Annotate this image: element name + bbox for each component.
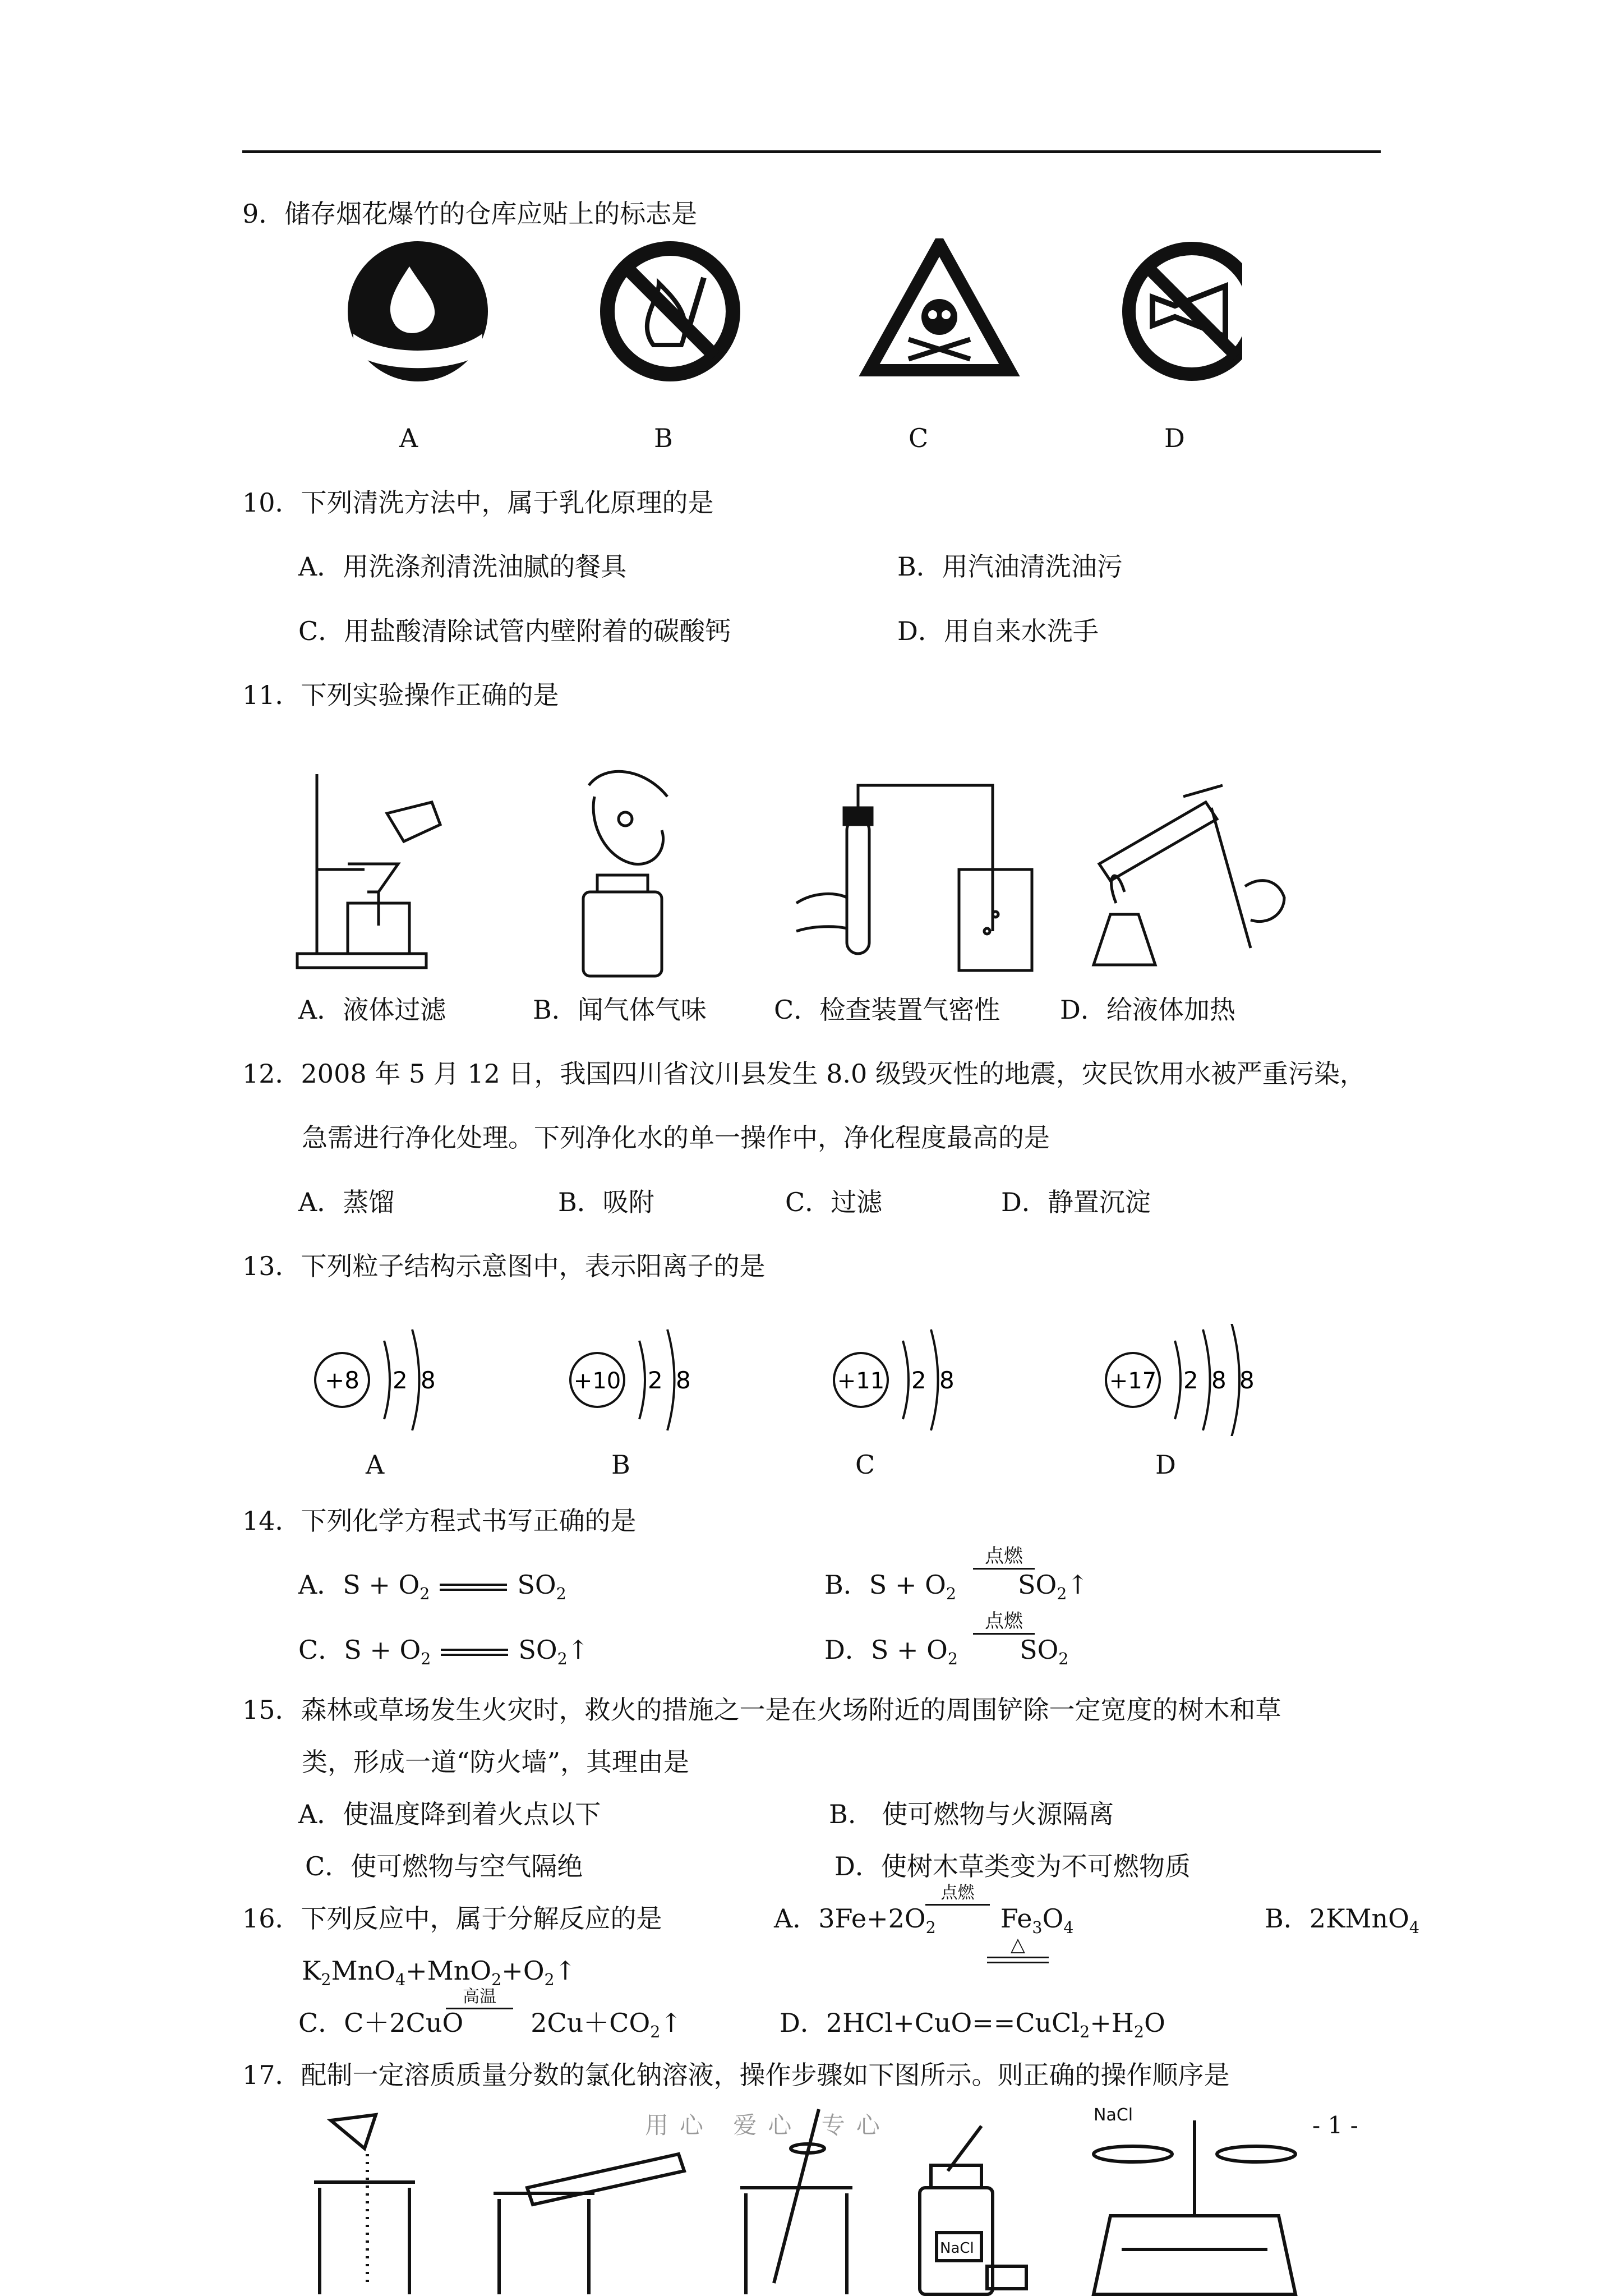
q17-stem: 17．配制一定溶质质量分数的氯化钠溶液，操作步骤如下图所示。则正确的操作顺序是 <box>242 2060 1230 2090</box>
particle-b-nucleus: +10 <box>573 1368 621 1394</box>
q11-stem: 11．下列实验操作正确的是 <box>242 680 559 710</box>
particle-a <box>315 1329 436 1430</box>
q10-option-c: C．用盐酸清除试管内壁附着的碳酸钙 <box>298 616 731 646</box>
toxic-skull-sign-icon <box>869 244 1009 370</box>
q15-stem-line2: 类，形成一道“防火墙”，其理由是 <box>302 1747 690 1777</box>
q12-option-c: C．过滤 <box>785 1187 883 1217</box>
no-horn-sign-icon <box>1129 249 1242 374</box>
particle-a-nucleus: +8 <box>325 1366 359 1394</box>
q11-option-a: A．液体过滤 <box>298 995 446 1025</box>
smelling-gas-illustration <box>583 771 667 976</box>
q9-stem: 9．储存烟花爆竹的仓库应贴上的标志是 <box>242 199 698 229</box>
particle-c <box>834 1329 955 1430</box>
heating-liquid-illustration <box>1094 785 1284 965</box>
q10-option-a: A．用洗涤剂清洗油腻的餐具 <box>298 551 627 582</box>
q11-option-d: D．给液体加热 <box>1060 995 1235 1025</box>
particle-d-shell-1: 2 <box>1183 1366 1198 1394</box>
particle-a-shell-1: 2 <box>393 1366 408 1394</box>
balance-illustration <box>1094 2105 1295 2294</box>
q14-option-b: B．$S + O_2$ $SO_2↑$ <box>824 1570 1089 1603</box>
q9-label-d: D <box>1164 423 1185 453</box>
airtightness-check-illustration <box>796 785 1032 970</box>
nacl-bottle-label: NaCl <box>940 2240 974 2257</box>
particle-d-shell-3: 8 <box>1239 1366 1255 1394</box>
faint-watermark: 用心 爱心 专心 <box>645 2111 891 2139</box>
particle-d <box>1106 1324 1255 1436</box>
q11-option-c: C．检查装置气密性 <box>774 995 1000 1025</box>
q13-label-d: D <box>1155 1450 1176 1480</box>
q16-a-condition: 点燃 <box>925 1885 990 1906</box>
equals-sign <box>440 1584 507 1591</box>
q14-d-condition: 点燃 <box>973 1612 1035 1635</box>
q13-stem: 13．下列粒子结构示意图中，表示阳离子的是 <box>242 1251 766 1281</box>
q16-option-b: B．2KMnO$_4$ <box>1265 1903 1420 1937</box>
q15-option-a: A．使温度降到着火点以下 <box>298 1799 601 1829</box>
particle-d-shell-2: 8 <box>1211 1366 1227 1394</box>
q15-option-b: B. 使可燃物与火源隔离 <box>829 1799 1114 1829</box>
q16-option-c: C．C＋2CuO $2Cu+CO_2↑$ <box>298 2008 682 2041</box>
q12-option-b: B．吸附 <box>558 1187 654 1217</box>
q9-label-a: A <box>399 423 418 453</box>
q10-option-b: B．用汽油清洗油污 <box>897 551 1123 582</box>
q14-option-c: C．$S + O_2$ $SO_2↑$ <box>298 1635 589 1668</box>
q16-stem: 16．下列反应中，属于分解反应的是 <box>242 1903 662 1934</box>
particle-d-nucleus: +17 <box>1109 1368 1157 1394</box>
q15-stem-line1: 15．森林或草场发生火灾时，救火的措施之一是在火场附近的周围铲除一定宽度的树木和草 <box>242 1695 1281 1725</box>
q15-option-c: C．使可燃物与空气隔绝 <box>305 1851 583 1881</box>
q14-b-condition: 点燃 <box>973 1547 1035 1570</box>
particle-b-shell-1: 2 <box>648 1366 663 1394</box>
q14-option-a: A．$S + O_2$ $SO_2$ <box>298 1570 566 1603</box>
filtration-illustration <box>297 774 440 968</box>
header-rule <box>242 150 1381 153</box>
q9-label-b: B <box>654 423 673 453</box>
particle-b-shell-2: 8 <box>676 1366 691 1394</box>
q11-apparatus-figure <box>292 763 1312 982</box>
q9-signs-figure <box>345 238 1242 390</box>
q12-option-d: D．静置沉淀 <box>1001 1187 1151 1217</box>
q16-b-condition: △ <box>987 1935 1049 1963</box>
q10-stem: 10．下列清洗方法中，属于乳化原理的是 <box>242 487 714 518</box>
q16-option-b-products: $K_2MnO_4+MnO_2+O_2↑$ <box>302 1955 577 1989</box>
particle-c-shell-2: 8 <box>939 1366 955 1394</box>
particle-b <box>570 1329 691 1430</box>
no-fire-sign-icon <box>607 249 733 374</box>
q11-option-b: B．闻气体气味 <box>533 995 707 1025</box>
q13-label-a: A <box>366 1450 385 1480</box>
particle-c-shell-1: 2 <box>911 1366 926 1394</box>
q16-c-condition: 高温 <box>446 1989 513 2009</box>
q12-stem-line1: 12．2008 年 5 月 12 日，我国四川省汶川县发生 8.0 级毁灭性的地震，灾民饮用水被严重污染， <box>242 1059 1366 1089</box>
water-drop-sign-icon <box>348 241 488 381</box>
q16-option-a: A．$3Fe+2O_2$ $Fe_3O_4$ <box>774 1903 1074 1937</box>
q10-option-d: D．用自来水洗手 <box>897 616 1099 646</box>
q14-option-d: D．$S + O_2$ $SO_2$ <box>824 1635 1069 1668</box>
pouring-liquid-illustration <box>494 2154 684 2294</box>
particle-a-shell-2: 8 <box>421 1366 436 1394</box>
particle-c-nucleus: +11 <box>837 1368 885 1394</box>
q13-label-c: C <box>855 1450 875 1480</box>
q12-option-a: A．蒸馏 <box>298 1187 395 1217</box>
q14-stem: 14．下列化学方程式书写正确的是 <box>242 1506 637 1536</box>
q16-option-d: D．$2HCl+CuO==CuCl_2+H_2O$ <box>780 2008 1165 2041</box>
q13-particles-figure <box>314 1324 1267 1436</box>
q15-option-d: D．使树木草类变为不可燃物质 <box>834 1851 1191 1881</box>
q13-label-b: B <box>611 1450 630 1480</box>
reagent-bottle-illustration <box>920 2126 1026 2294</box>
q9-label-c: C <box>909 423 929 453</box>
pouring-solid-illustration <box>314 2115 415 2294</box>
q12-stem-line2: 急需进行净化处理。下列净化水的单一操作中，净化程度最高的是 <box>302 1122 1050 1153</box>
equals-sign <box>441 1649 508 1656</box>
page-number: - 1 - <box>1312 2111 1358 2139</box>
nacl-pan-label: NaCl <box>1094 2105 1133 2125</box>
